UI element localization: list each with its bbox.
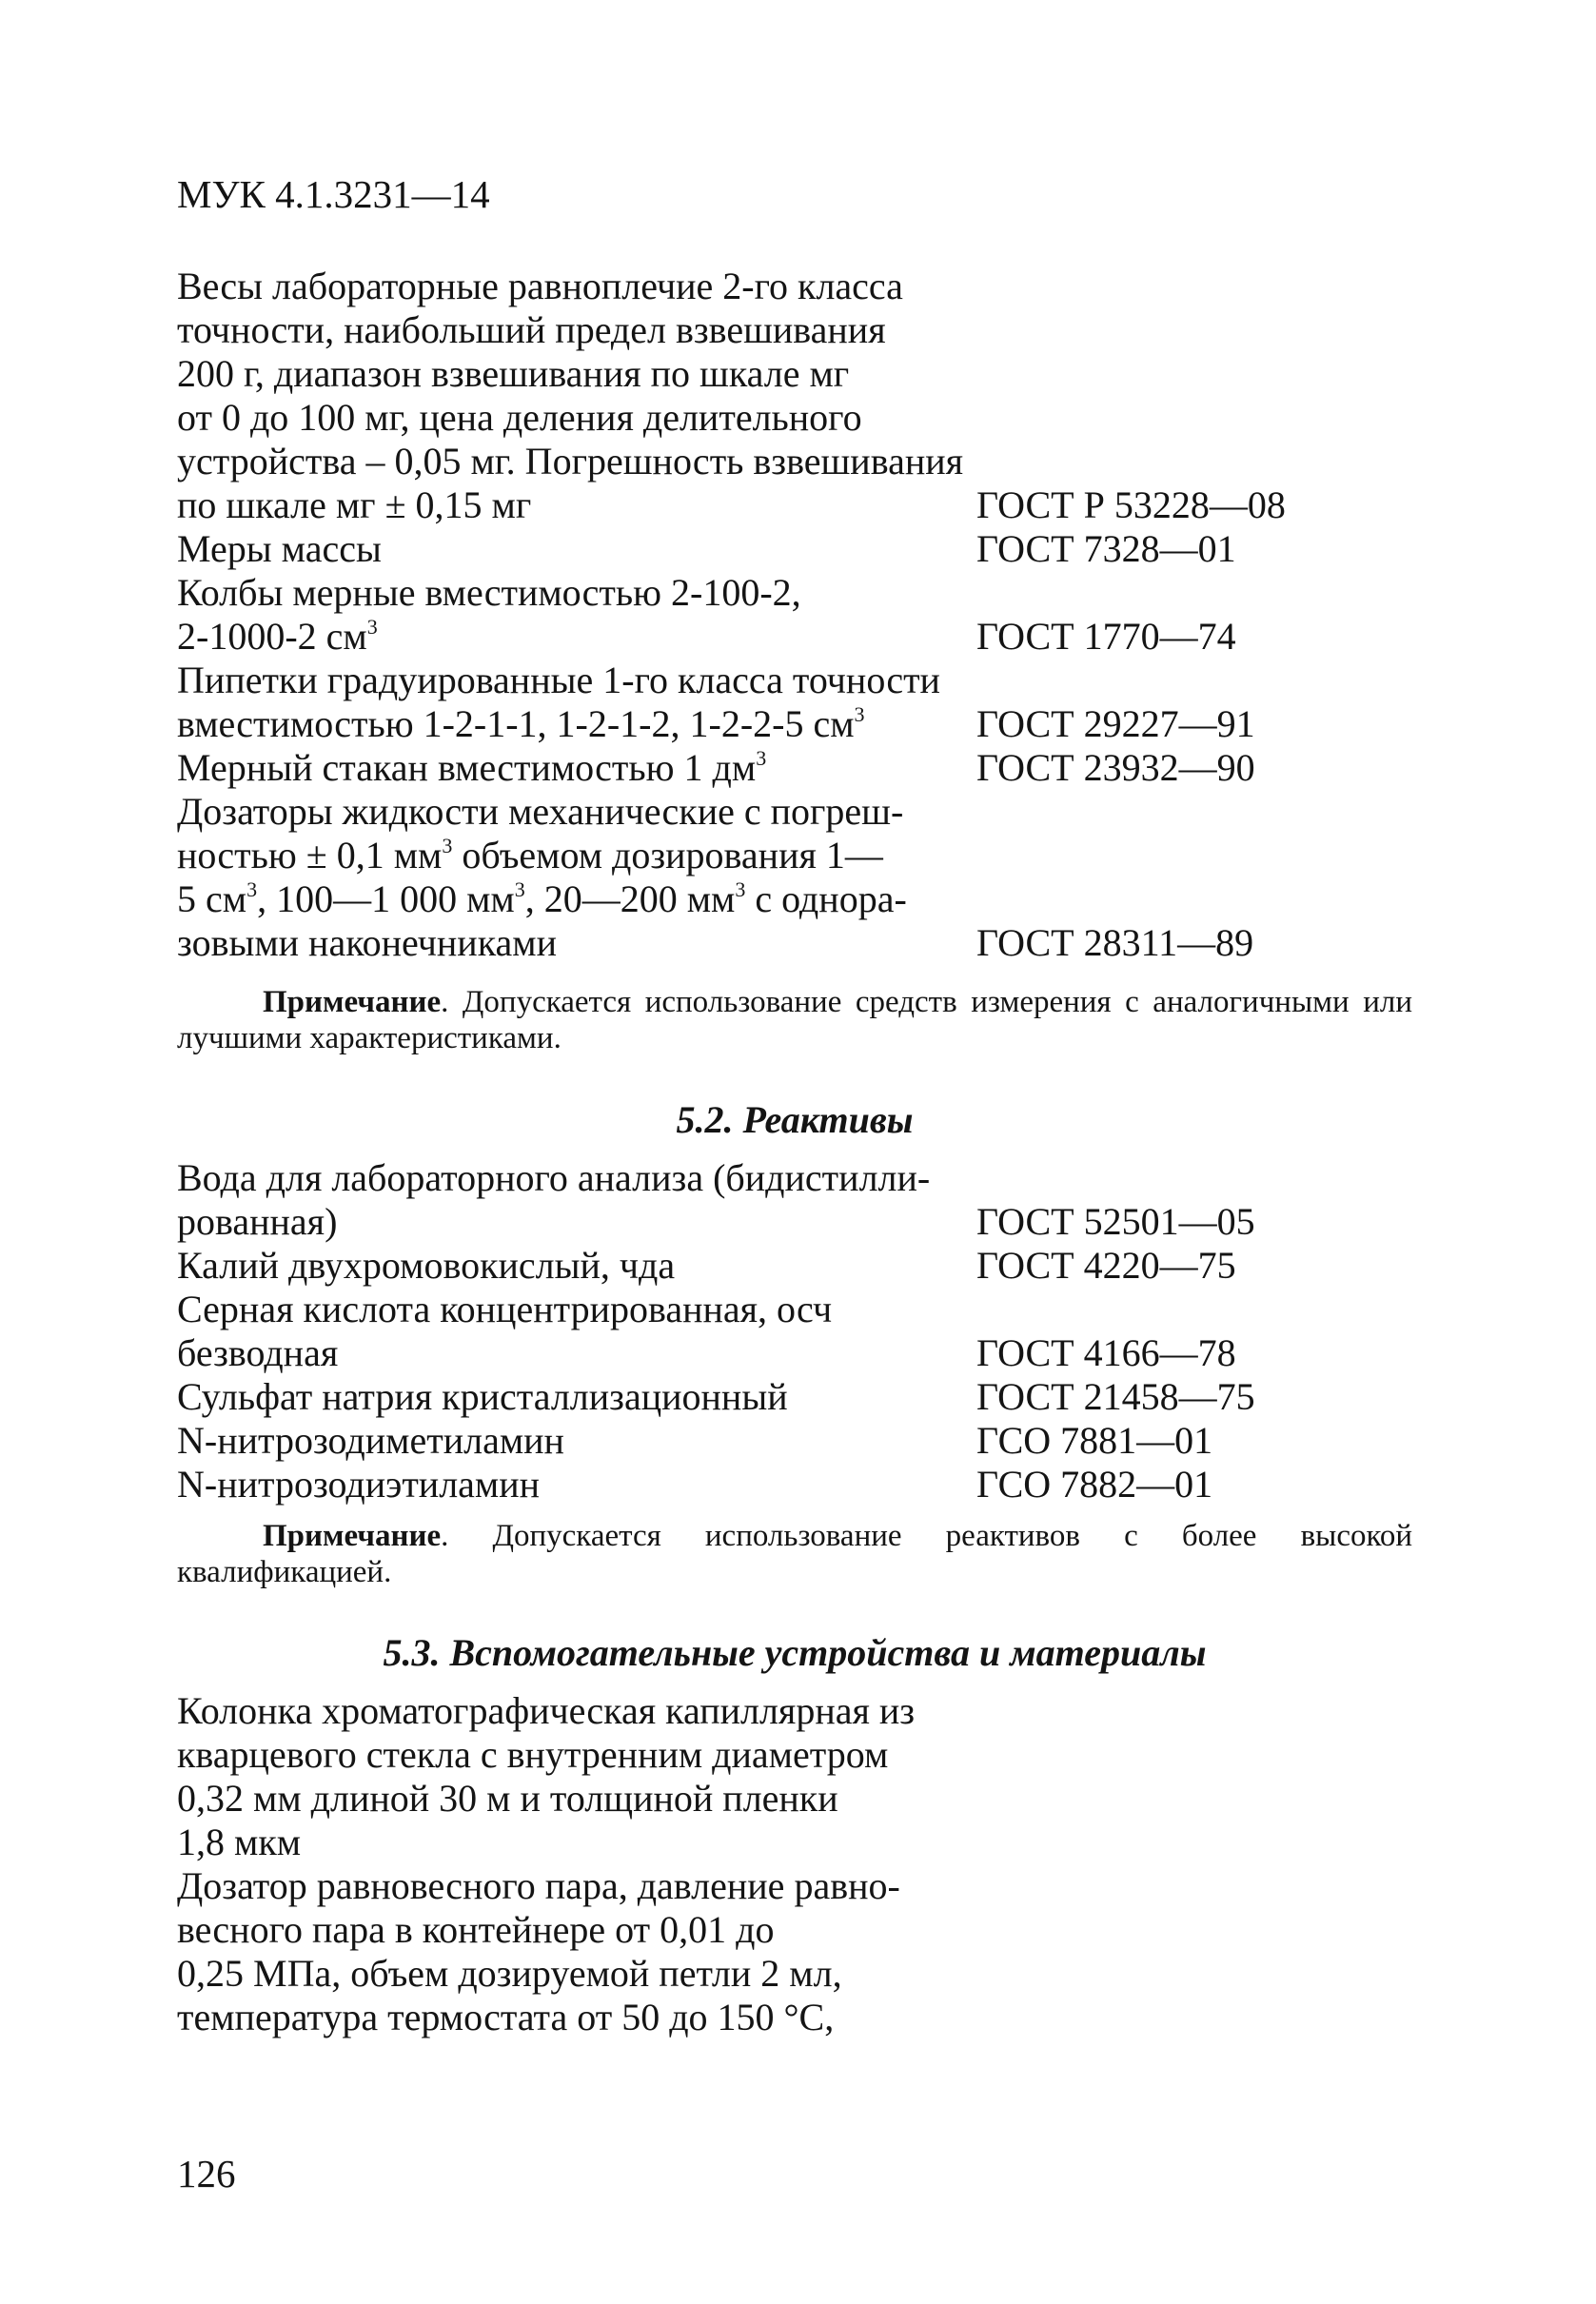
gost-reference: ГОСТ 23932—90 xyxy=(976,746,1255,789)
item-line: Пипетки градуированные 1-го класса точности xyxy=(177,659,940,701)
note-instruments xyxy=(177,984,1412,1056)
list-item xyxy=(177,659,1329,746)
gost-reference: ГСО 7882—01 xyxy=(976,1463,1213,1506)
item-line: точности, наибольший предел взвешивания xyxy=(177,308,886,351)
item-line: Сульфат натрия кристаллизационный xyxy=(177,1375,788,1418)
item-line: Колонка хроматографическая капиллярная из xyxy=(177,1689,916,1732)
gost-reference: ГОСТ 4166—78 xyxy=(976,1331,1236,1374)
gost-reference: ГОСТ 7328—01 xyxy=(976,527,1236,570)
list-item xyxy=(177,1288,1329,1375)
instruments-list xyxy=(177,265,1329,965)
list-item xyxy=(177,265,1329,527)
item-line: Дозаторы жидкости механические с погреш- xyxy=(177,790,904,833)
section-title-reagents: 5.2. Реактивы xyxy=(676,1098,914,1141)
note-label: Примечание xyxy=(263,985,442,1019)
item-line: Меры массы xyxy=(177,527,382,570)
item-line: Серная кислота концентрированная, осч xyxy=(177,1288,833,1330)
gost-reference: ГОСТ 29227—91 xyxy=(976,702,1255,745)
item-line: Колбы мерные вместимостью 2-100-2, xyxy=(177,571,801,614)
item-line: весного пара в контейнере от 0,01 до xyxy=(177,1908,775,1951)
note-text: . Допускается использование средств измерения с аналогичными или лучшими характеристиками. xyxy=(177,985,1412,1055)
list-item xyxy=(177,746,1329,790)
reagents-list xyxy=(177,1156,1329,1506)
document-code-header: МУК 4.1.3231—14 xyxy=(177,172,490,216)
item-line: N-нитрозодиэтиламин xyxy=(177,1463,541,1506)
list-item xyxy=(177,1156,1329,1244)
gost-reference: ГОСТ 28311—89 xyxy=(976,921,1254,964)
gost-reference: ГОСТ Р 53228—08 xyxy=(976,483,1286,526)
list-item xyxy=(177,1419,1329,1463)
item-line: N-нитрозодиметиламин xyxy=(177,1419,564,1462)
item-line: устройства – 0,05 мг. Погрешность взвешивания xyxy=(177,440,964,482)
page-number: 126 xyxy=(177,2152,236,2196)
item-line: Мерный стакан вместимостью 1 $дм^3$ xyxy=(177,745,767,789)
item-line: температура термостата от 50 до 150 °С, xyxy=(177,1996,835,2038)
list-item xyxy=(177,790,1329,965)
list-item xyxy=(177,1375,1329,1419)
item-line: зовыми наконечниками xyxy=(177,921,558,964)
item-line: 5 $см^3$, 100—1 000 $мм^3$, 20—200 $мм^3$ с однора- xyxy=(177,876,907,920)
list-item xyxy=(177,1244,1329,1288)
note-label: Примечание xyxy=(263,1519,442,1553)
item-line: ностью ± 0,1 $мм^3$ объемом дозирования 1— xyxy=(177,833,883,876)
gost-reference: ГОСТ 1770—74 xyxy=(976,615,1236,658)
item-line: Вода для лабораторного анализа (бидистилли- xyxy=(177,1156,931,1199)
section-title-auxiliary: 5.3. Вспомогательные устройства и материалы xyxy=(383,1631,1207,1674)
list-item xyxy=(177,527,1329,571)
item-line: Калий двухромовокислый, чда xyxy=(177,1244,676,1287)
item-line: 200 г, диапазон взвешивания по шкале мг xyxy=(177,352,850,395)
note-text: . Допускается использование реактивов с более высокой квалификацией. xyxy=(177,1519,1412,1589)
item-line: Дозатор равновесного пара, давление равно- xyxy=(177,1864,900,1907)
list-item xyxy=(177,1463,1329,1506)
item-line: по шкале мг ± 0,15 мг xyxy=(177,483,532,526)
item-line: Весы лабораторные равноплечие 2-го класса xyxy=(177,265,903,307)
list-item xyxy=(177,571,1329,659)
gost-reference: ГСО 7881—01 xyxy=(976,1419,1213,1462)
item-line: 0,25 МПа, объем дозируемой петли 2 мл, xyxy=(177,1952,842,1995)
item-line: вместимостью 1-2-1-1, 1-2-1-2, 1-2-2-5 $см^3$ xyxy=(177,701,865,745)
item-line: 0,32 мм длиной 30 м и толщиной пленки xyxy=(177,1777,838,1820)
note-reagents xyxy=(177,1518,1412,1590)
gost-reference: ГОСТ 21458—75 xyxy=(976,1375,1255,1418)
item-line: 2-1000-2 $см^3$ xyxy=(177,614,378,658)
item-line: от 0 до 100 мг, цена деления делительного xyxy=(177,396,862,439)
item-line: 1,8 мкм xyxy=(177,1821,302,1863)
gost-reference: ГОСТ 52501—05 xyxy=(976,1200,1255,1243)
auxiliary-list xyxy=(177,1689,1329,2039)
item-line: кварцевого стекла с внутренним диаметром xyxy=(177,1733,889,1776)
item-line: безводная xyxy=(177,1331,339,1374)
item-line: рованная) xyxy=(177,1200,338,1243)
gost-reference: ГОСТ 4220—75 xyxy=(976,1244,1236,1287)
